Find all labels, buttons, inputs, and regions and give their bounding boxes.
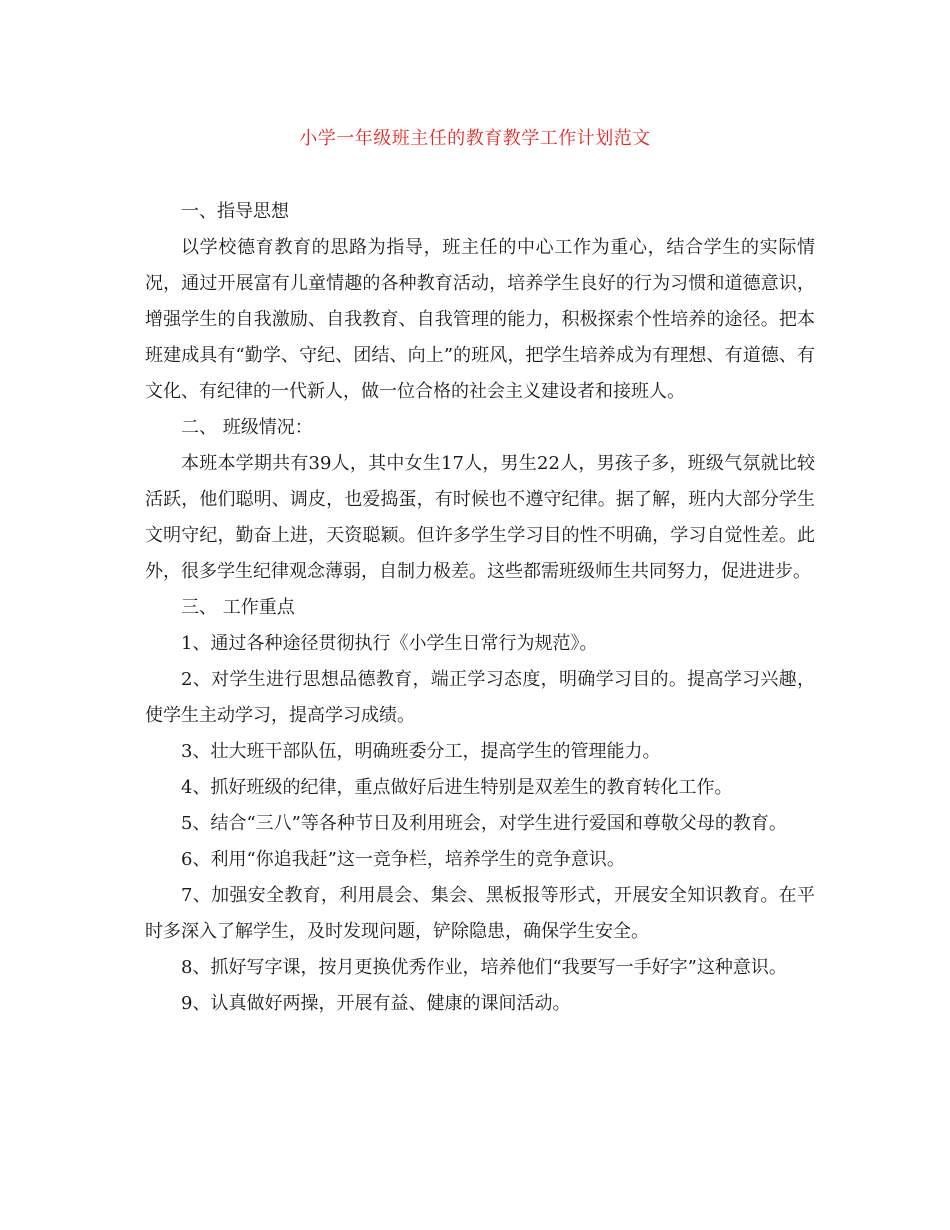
- list-item: 5、结合“三八”等各种节日及利用班会，对学生进行爱国和尊敬父母的教育。: [181, 813, 787, 834]
- list-item: 1、通过各种途径贯彻执行《小学生日常行为规范》。: [181, 633, 598, 654]
- list-item: 7、加强安全教育，利用晨会、集会、黑板报等形式，开展安全知识教育。在平时多深入了解学生，及时发现问题，铲除隐患，确保学生安全。: [145, 885, 815, 942]
- list-item: 8、抓好写字课，按月更换优秀作业，培养他们“我要写一手好字”这种意识。: [181, 957, 787, 978]
- list-item: 9、认真做好两操，开展有益、健康的课间活动。: [181, 993, 571, 1014]
- section-3-heading: 三、 工作重点: [181, 597, 295, 618]
- section-1-heading: 一、指导思想: [181, 201, 289, 222]
- section-2-heading: 二、 班级情况：: [181, 417, 313, 438]
- section-2-paragraph: 本班本学期共有39人，其中女生17人，男生22人，男孩子多，班级气氛就比较活跃，他们聪明、调皮，也爱捣蛋，有时候也不遵守纪律。据了解，班内大部分学生文明守纪，勤奋上进，天资聪颖。但许多学生学习目的性不明确，学习自觉性差。此外，很多学生纪律观念薄弱，自制力极差。这些都需班级师生共同努力，促进进步。: [145, 453, 815, 582]
- section-1-paragraph: 以学校德育教育的思路为指导，班主任的中心工作为重心，结合学生的实际情况，通过开展富有儿童情趣的各种教育活动，培养学生良好的行为习惯和道德意识，增强学生的自我激励、自我教育、自我管理的能力，积极探索个性培养的途径。把本班建成具有“勤学、守纪、团结、向上”的班风，把学生培养成为有理想、有道德、有文化、有纪律的一代新人，做一位合格的社会主义建设者和接班人。: [145, 237, 815, 402]
- document-body: [145, 194, 815, 1022]
- list-item: 2、对学生进行思想品德教育，端正学习态度，明确学习目的。提高学习兴趣，使学生主动学习，提高学习成绩。: [145, 669, 815, 726]
- list-item: 3、壮大班干部队伍，明确班委分工，提高学生的管理能力。: [181, 741, 661, 762]
- list-item: 6、利用“你追我赶”这一竞争栏，培养学生的竞争意识。: [181, 849, 625, 870]
- document-title: 小学一年级班主任的教育教学工作计划范文: [299, 128, 651, 149]
- list-item: 4、抓好班级的纪律，重点做好后进生特别是双差生的教育转化工作。: [181, 777, 733, 798]
